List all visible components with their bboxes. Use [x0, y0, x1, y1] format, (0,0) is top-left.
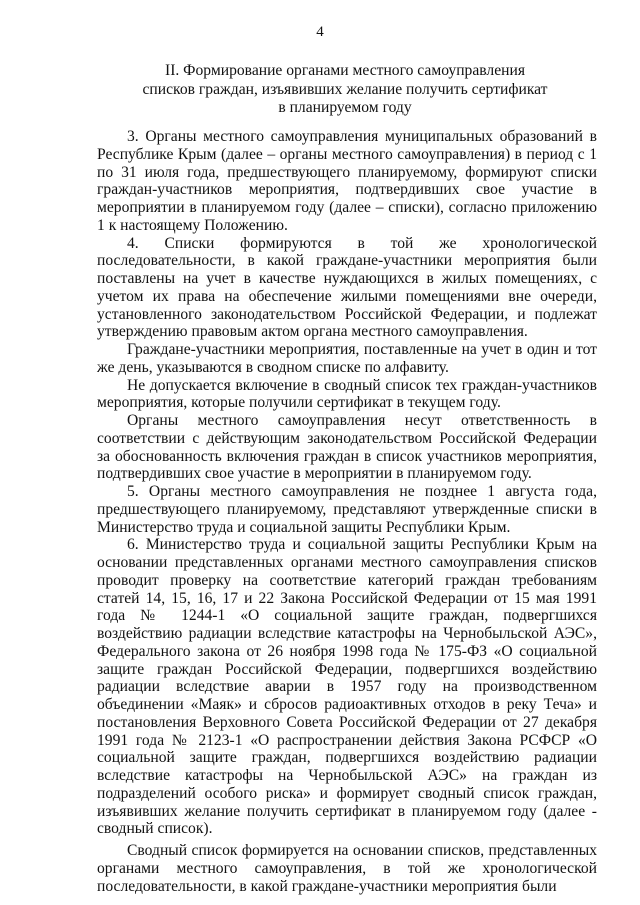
paragraph-item-5: 5. Органы местного самоуправления не позднее 1 августа года, предшествующего планируемому, представляют утвержденные списки в Министерство труда и социальной защиты Республики Крым.: [97, 483, 597, 536]
section-title-line: списков граждан, изъявивших желание получить сертификат: [142, 80, 548, 98]
paragraph-exclusion: Не допускается включение в сводный список тех граждан-участников мероприятия, которые получили сертификат в текущем году.: [97, 376, 597, 412]
document-body: [97, 128, 597, 895]
paragraph-item-6: 6. Министерство труда и социальной защиты Республики Крым на основании представленных органами местного самоуправления списков проводит проверку на соответствие категорий граждан требованиям статей 14, 15, 16, 17 и 22 Закона Российской Федерации от 15 мая 1991 года № 1244-1 «О социальной защите граждан, подвергшихся воздействию радиации вследствие катастрофы на Чернобыльской АЭС», Федерального закона от 26 ноября 1998 года № 175-ФЗ «О социальной защите граждан Российской Федерации, подвергшихся воздействию радиации вследствие аварии в 1957 году на производственном объединении «Маяк» и сбросов радиоактивных отходов в реку Теча» и постановления Верховного Совета Российской Федерации от 27 декабря 1991 года № 2123-1 «О распространении действия Закона РСФСР «О социальной защите граждан, подвергшихся воздействию радиации вследствие катастрофы на Чернобыльской АЭС» на граждан из подразделений особого риска» и формирует сводный список граждан, изъявивших желание получить сертификат в планируемом году (далее - сводный список).: [97, 536, 597, 838]
paragraph-consolidated-list: Сводный список формируется на основании списков, представленных органами местного самоуправления, в той же хронологической последовательности, в какой граждане-участники мероприятия были: [97, 842, 597, 895]
paragraph-same-day-alphabetical: Граждане-участники мероприятия, поставленные на учет в один и тот же день, указываются в сводном списке по алфавиту.: [97, 341, 597, 376]
section-title-line: в планируемом году: [278, 99, 412, 116]
paragraph-responsibility: Органы местного самоуправления несут ответственность в соответствии с действующим законодательством Российской Федерации за обоснованность включения граждан в список участников мероприятия, подтвердивших свое участие в мероприятии в планируемом году.: [97, 412, 597, 483]
paragraph-item-4: 4. Списки формируются в той же хронологической последовательности, в какой граждане-участники мероприятия были поставлены на учет в качестве нуждающихся в жилых помещениях, с учетом их права на обеспечение жилыми помещениями вне очереди, установленного законодательством Российской Федерации, и подлежат утверждению правовым актом органа местного самоуправления.: [97, 234, 597, 341]
section-title-line: II. Формирование органами местного самоуправления: [165, 62, 525, 79]
section-title: [80, 62, 610, 118]
page-number: 4: [316, 24, 324, 40]
paragraph-item-3: 3. Органы местного самоуправления муниципальных образований в Республике Крым (далее – органы местного самоуправления) в период с 1 по 31 июля года, предшествующего планируемому, формируют списки граждан-участников мероприятия, подтвердивших свое участие в мероприятии в планируемом году (далее – списки), согласно приложению 1 к настоящему Положению.: [97, 128, 597, 234]
